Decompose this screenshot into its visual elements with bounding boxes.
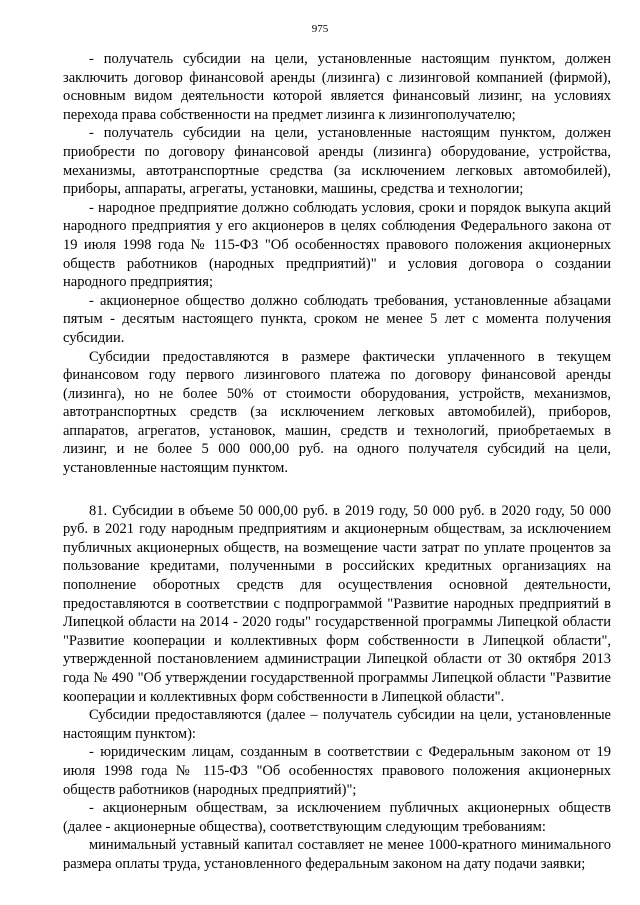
paragraph: - юридическим лицам, созданным в соответствии с Федеральным законом от 19 июля 1998 года № 115-ФЗ "Об особенностях правового положения акционерных обществ работников (народных предприятий)"; xyxy=(63,744,611,798)
paragraph: - акционерным обществам, за исключением публичных акционерных обществ (далее - акционерные общества), соответствующим следующим требованиям: xyxy=(63,800,611,835)
paragraph: Субсидии предоставляются в размере фактически уплаченного в текущем финансовом году первого лизингового платежа по договору финансовой аренды (лизинга), но не более 50% от стоимости оборудования, устройств, механизмов, автотранспортных средств (за исключением легковых автомобилей), приборов, аппаратов, агрегатов, установок, машин, средств и технологий, приобретаемых в лизинг, и не более 5 000 000,00 руб. на одного получателя субсидий на цели, установленные настоящим пунктом. xyxy=(63,348,611,477)
paragraph: - получатель субсидии на цели, установленные настоящим пунктом, должен заключить договор финансовой аренды (лизинга) с лизинговой компанией (фирмой), основным видом деятельности которой является финансовый лизинг, на условиях перехода права собственности на предмет лизинга к лизингополучателю; xyxy=(63,51,611,123)
paragraph: - народное предприятие должно соблюдать условия, сроки и порядок выкупа акций народного предприятия у его акционеров в целях соблюдения Федерального закона от 19 июля 1998 года № 115-ФЗ "Об особенностях правового положения акционерных обществ работников (народных предприятий)" и условия договора о создании народного предприятия; xyxy=(63,199,611,291)
paragraph-item-81: 81. Субсидии в объеме 50 000,00 руб. в 2019 году, 50 000 руб. в 2020 году, 50 000 руб. в 2021 году народным предприятиям и акционерным обществам, за исключением публичных акционерных обществ, на возмещение части затрат по уплате процентов за пользование кредитами, полученными в российских кредитных организациях на пополнение оборотных средств для осуществления основной деятельности, предоставляются в соответствии с подпрограммой "Развитие народных предприятий в Липецкой области на 2014 - 2020 годы" государственной программы Липецкой области "Развитие кооперации и коллективных форм собственности в Липецкой области", утвержденной постановлением администрации Липецкой области от 30 октября 2013 года № 490 "Об утверждении государственной программы Липецкой области "Развитие кооперации и коллективных форм собственности в Липецкой области". xyxy=(63,502,611,705)
paragraph: - получатель субсидии на цели, установленные настоящим пунктом, должен приобрести по договору финансовой аренды (лизинга) оборудование, устройства, механизмы, автотранспортные средства (за исключением легковых автомобилей), приборы, аппараты, агрегаты, установки, машины, средства и технологии; xyxy=(63,125,611,198)
section-gap xyxy=(63,478,611,502)
paragraph: Субсидии предоставляются (далее – получатель субсидии на цели, установленные настоящим пунктом): xyxy=(63,707,611,742)
paragraph: - акционерное общество должно соблюдать требования, установленные абзацами пятым - десятым настоящего пункта, сроком не менее 5 лет с момента получения субсидии. xyxy=(63,292,611,346)
document-body xyxy=(63,50,611,874)
paragraph: минимальный уставный капитал составляет не менее 1000-кратного минимального размера оплаты труда, установленного федеральным законом на дату подачи заявки; xyxy=(63,837,611,872)
page-number: 975 xyxy=(311,23,329,35)
